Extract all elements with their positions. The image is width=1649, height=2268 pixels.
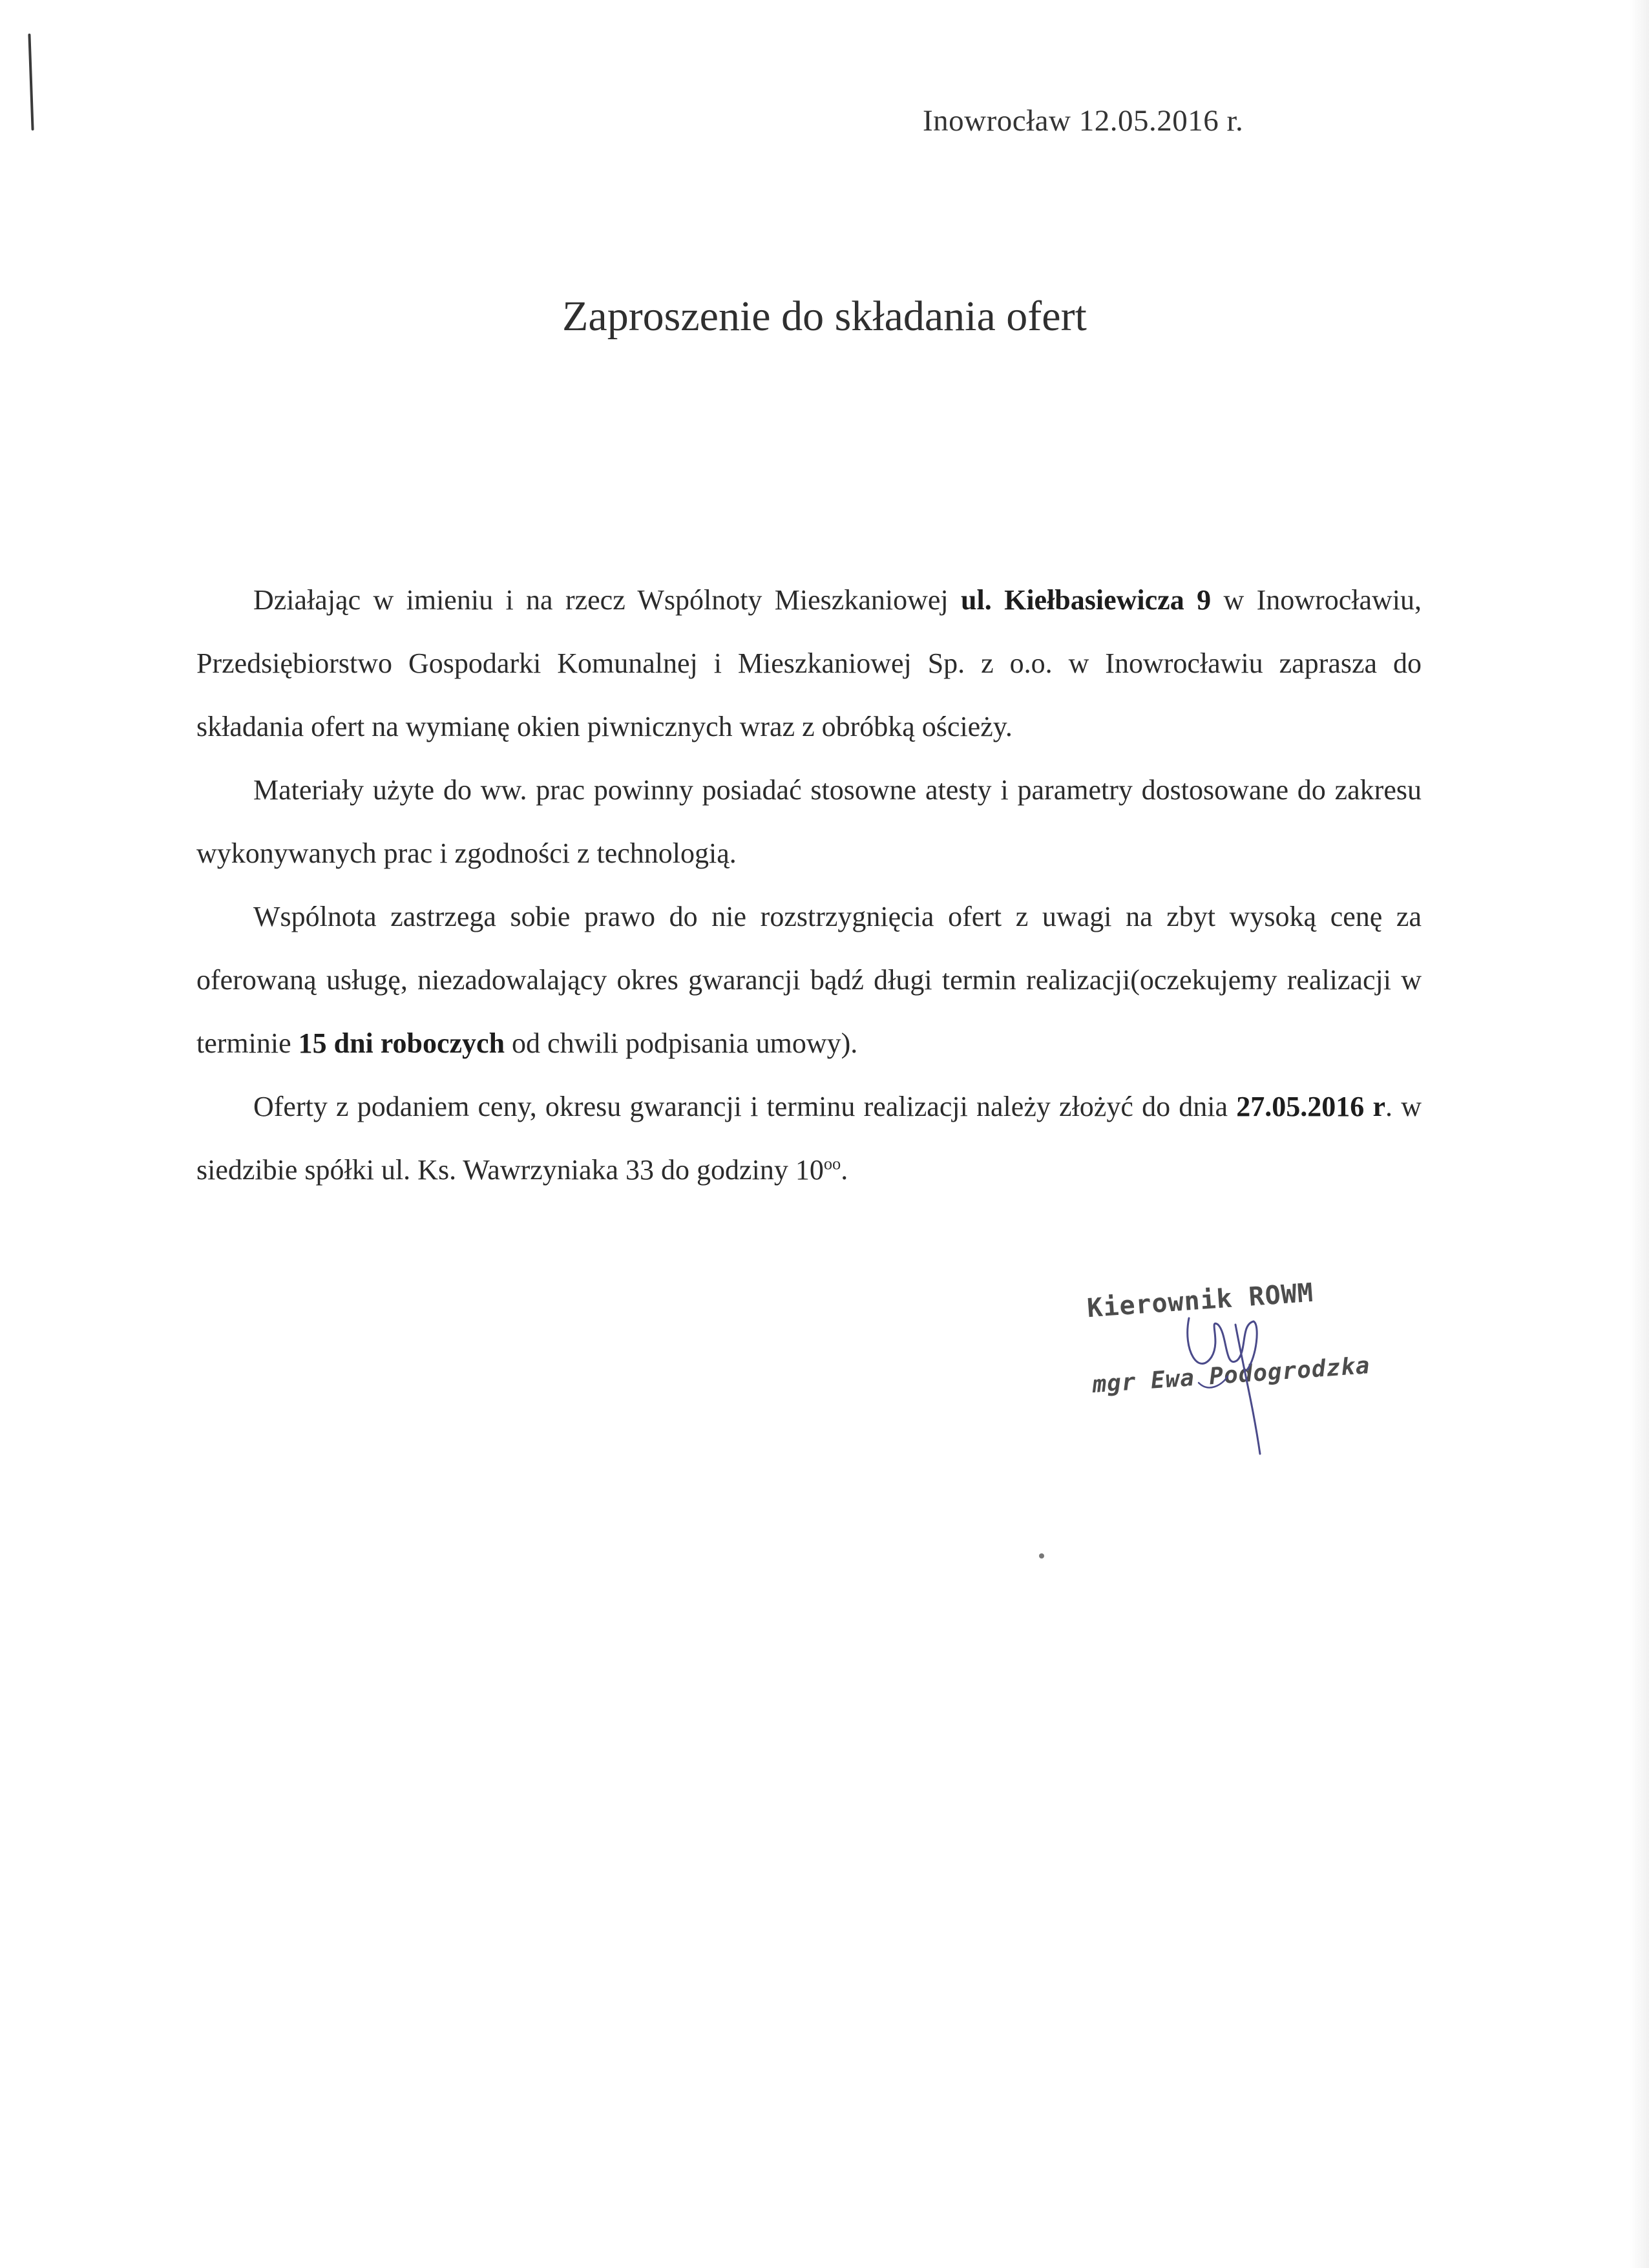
letter-body [196,569,1422,1202]
letter-date: Inowrocław 12.05.2016 r. [923,104,1244,138]
completion-deadline: 15 dni roboczych [298,1027,505,1059]
submission-text-start: Oferty z podaniem ceny, okresu gwarancji i terminu realizacji należy złożyć do dnia [253,1091,1237,1122]
scan-dot [1039,1553,1044,1559]
submission-text-middle: . w siedzibie spółki ul. Ks. Wawrzyniaka 33 do godziny 10 [196,1091,1422,1186]
official-stamp [1079,1266,1389,1460]
document-title: Zaproszenie do składania ofert [562,293,1087,340]
community-address: ul. Kiełbasiewicza 9 [961,584,1212,616]
reservation-text-end: od chwili podpisania umowy). [505,1027,858,1059]
handwritten-signature [1163,1279,1292,1460]
submission-text-end: . [841,1154,848,1186]
scan-margin-mark [28,34,34,131]
submission-date: 27.05.2016 r [1236,1091,1386,1122]
invitation-text-start: Działając w imieniu i na rzecz Wspólnoty Mieszkaniowej [253,584,961,616]
stamp-position: Kierownik ROWM [1086,1277,1315,1324]
stamp-name: mgr Ewa Podogrodzka [1091,1352,1371,1398]
submission-time-superscript: oo [823,1153,841,1173]
invitation-text-end: w Inowrocławiu, Przedsiębiorstwo Gospodarki Komunalnej i Mieszkaniowej Sp. z o.o. w Inowrocławiu zaprasza do składania ofert na wymianę okien piwnicznych wraz z obróbką ościeży. [196,584,1422,742]
paragraph-materials [196,759,1422,885]
paragraph-submission [196,1075,1422,1202]
paragraph-invitation [196,569,1422,759]
materials-text: Materiały użyte do ww. prac powinny posiadać stosowne atesty i parametry dostosowane do zakresu wykonywanych prac i zgodności z technologią. [196,774,1422,869]
reservation-text-start: Wspólnota zastrzega sobie prawo do nie rozstrzygnięcia ofert z uwagi na zbyt wysoką cenę za oferowaną usługę, niezadowalający okres gwarancji bądź długi termin realizacji(oczekujemy realizacji w terminie [196,901,1422,1059]
paragraph-reservation [196,885,1422,1075]
